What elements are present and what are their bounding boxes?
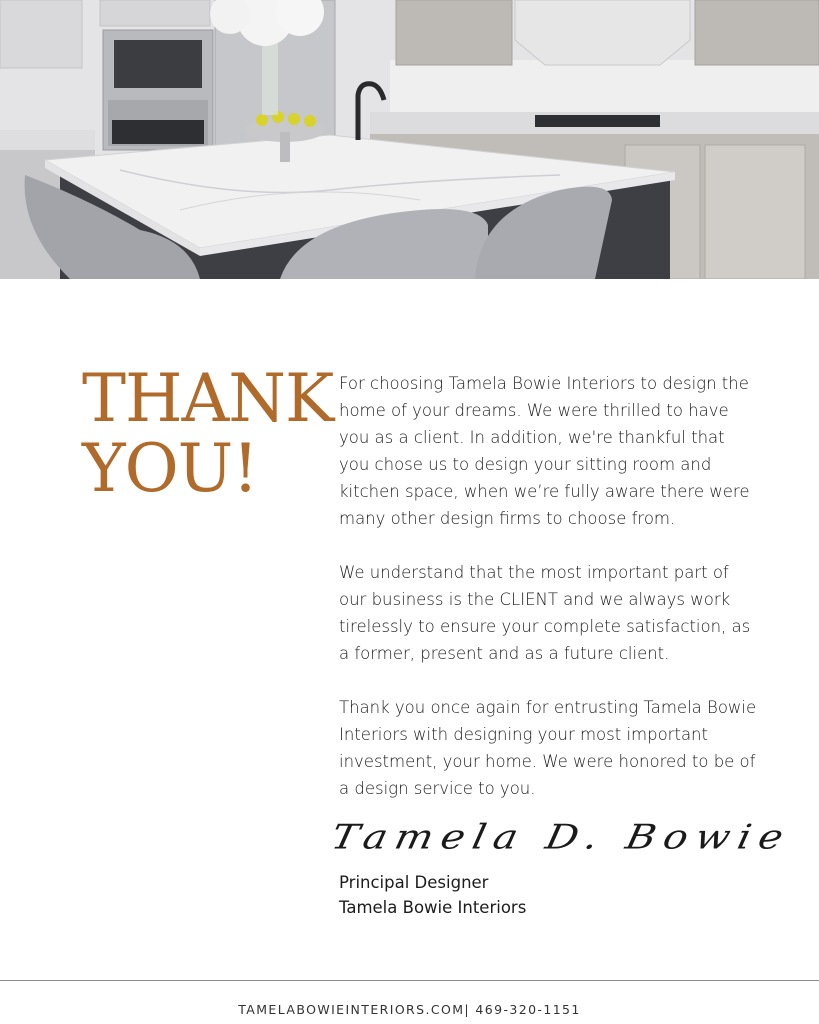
footer-phone[interactable]: 469-320-1151 (475, 1002, 581, 1017)
footer-divider (0, 980, 819, 981)
heading-line-1: THANK (82, 360, 334, 437)
signature-block (339, 870, 639, 920)
footer-website-link[interactable]: TAMELABOWIEINTERIORS.COM (238, 1002, 465, 1017)
signer-company: Tamela Bowie Interiors (339, 898, 527, 917)
letter-body (339, 370, 759, 802)
letter-paragraph-3: Thank you once again for entrusting Tamela Bowie Interiors with designing your most important investment, your home. We were honored to be of a design service to you. (339, 698, 757, 798)
heading-line-2: YOU! (82, 430, 258, 507)
signer-title: Principal Designer (339, 873, 489, 892)
thank-you-heading (82, 360, 334, 507)
footer (0, 1002, 819, 1017)
hero-kitchen-photo (0, 0, 819, 279)
footer-separator: | (464, 1002, 471, 1017)
letter-paragraph-2: We understand that the most important part of our business is the CLIENT and we always work tirelessly to ensure your complete satisfaction, as a former, present and as a future client. (339, 563, 751, 663)
signature-script: Tamela D. Bowie (327, 818, 795, 858)
letter-paragraph-1: For choosing Tamela Bowie Interiors to design the home of your dreams. We were thrilled to have you as a client. In addition, we're thankful that you chose us to design your sitting room and kitchen space, when we’re fully aware there were many other design firms to choose from. (339, 374, 750, 528)
handwritten-signature (327, 818, 795, 876)
kitchen-illustration (0, 0, 819, 279)
